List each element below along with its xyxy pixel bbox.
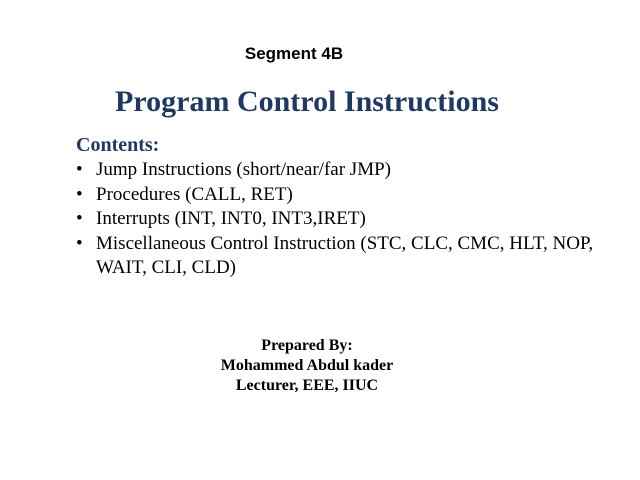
slide-title: Program Control Instructions bbox=[115, 85, 499, 118]
list-item-text: Procedures (CALL, RET) bbox=[96, 183, 293, 205]
contents-list bbox=[76, 158, 616, 281]
prepared-by-label: Prepared By: bbox=[261, 337, 353, 354]
list-item bbox=[76, 183, 616, 208]
segment-label: Segment 4B bbox=[244, 44, 344, 63]
list-item-text: Jump Instructions (short/near/far JMP) bbox=[96, 159, 391, 180]
list-item bbox=[76, 158, 616, 183]
bullet-icon: • bbox=[76, 208, 83, 229]
author-name: Mohammed Abdul kader bbox=[220, 357, 394, 374]
author-role: Lecturer, EEE, IIUC bbox=[235, 377, 379, 394]
bullet-icon: • bbox=[76, 159, 83, 180]
list-item bbox=[76, 232, 616, 281]
prepared-by-block bbox=[0, 336, 614, 396]
list-item bbox=[76, 207, 616, 232]
bullet-icon: • bbox=[76, 183, 83, 205]
list-item-text: Interrupts (INT, INT0, INT3,IRET) bbox=[96, 208, 366, 229]
contents-heading: Contents: bbox=[76, 134, 160, 156]
list-item-text: Miscellaneous Control Instruction (STC, CLC, CMC, HLT, NOP, WAIT, CLI, CLD) bbox=[96, 232, 594, 278]
bullet-icon: • bbox=[76, 232, 83, 254]
